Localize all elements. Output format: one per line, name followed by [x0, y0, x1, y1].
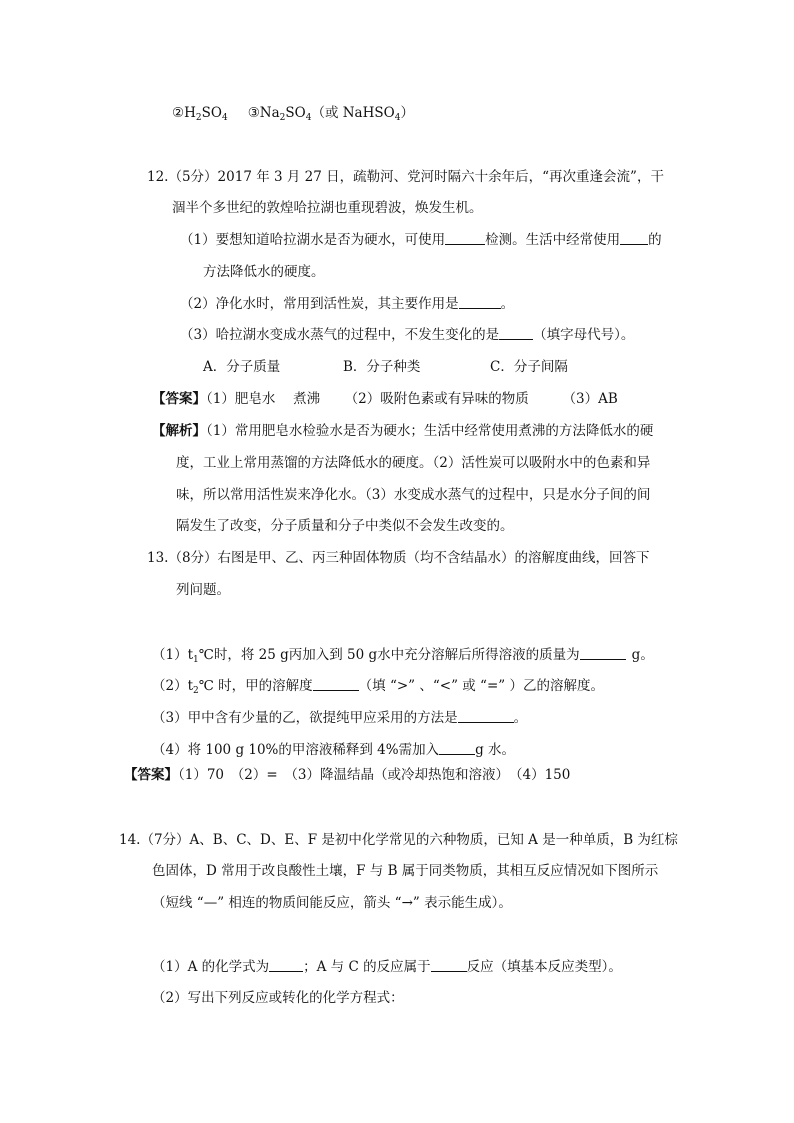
subscript: 1	[193, 655, 199, 665]
q12-part2	[180, 295, 514, 313]
h2so4-prefix: ②H	[172, 105, 196, 121]
formula-line	[172, 104, 414, 127]
answer-blank[interactable]	[439, 741, 475, 755]
q13-part2-text: （2）t	[152, 678, 194, 694]
q14-line1: 14.（7分）A、B、C、D、E、F 是初中化学常见的六种物质，已知 A 是一种单质，B 为红棕	[119, 832, 678, 848]
subscript: 4	[394, 113, 401, 123]
h2so4-suffix: SO	[201, 105, 222, 121]
q13-line2: 列问题。	[176, 582, 230, 598]
answer-blank[interactable]	[620, 231, 648, 245]
q12-analysis-3: 味，所以常用活性炭来净化水。（3）水变成水蒸气的过程中，只是水分子间的间	[176, 487, 651, 503]
q13-part3-end: 。	[513, 710, 528, 726]
q14-part1	[152, 958, 622, 976]
q12-analysis-1	[152, 422, 653, 440]
q14-part1-text: （1）A 的化学式为	[152, 959, 270, 975]
na2so4-close: ）	[400, 105, 414, 121]
q12-part3	[180, 326, 634, 344]
analysis-tag: 【解析】	[152, 423, 206, 439]
q12-option-b: B．分子种类	[343, 359, 421, 375]
answer-blank[interactable]	[499, 326, 533, 340]
answer-blank[interactable]	[431, 958, 467, 972]
answer-blank[interactable]	[580, 646, 626, 660]
q14-line2: 色固体，D 常用于改良酸性土壤，F 与 B 属于同类物质，其相互反应情况如下图所示	[152, 863, 659, 879]
answer-blank[interactable]	[313, 677, 359, 691]
q13-part4	[152, 741, 515, 759]
q13-part4-text: （4）将 100 g 10%的甲溶液稀释到 4%需加入	[152, 742, 440, 758]
q13-part2-text-3: （填 “>” 、“<” 或 “=” ）乙的溶解度。	[358, 678, 604, 694]
q13-part1-text-2: ℃时，将 25 g丙加入到 50 g水中充分溶解后所得溶液的质量为	[198, 647, 580, 663]
q13-part2-text-2: ℃ 时，甲的溶解度	[198, 678, 313, 694]
q12-part1-text-2: 检测。生活中经常使用	[485, 232, 621, 248]
q14-part1-text-3: 反应（填基本反应类型）。	[466, 959, 622, 975]
q13-part3	[152, 709, 527, 727]
q14-part1-text-2: ；A 与 C 的反应属于	[303, 959, 431, 975]
q12-line2: 涸半个多世纪的敦煌哈拉湖也重现碧波，焕发生机。	[172, 200, 483, 216]
q13-part3-text: （3）甲中含有少量的乙，欲提纯甲应采用的方法是	[152, 710, 458, 726]
answer-text: （1）70 （2）= （3）降温结晶（或冷却热饱和溶液） （4）150	[178, 767, 571, 783]
answer-blank[interactable]	[445, 231, 485, 245]
answer-text: （1）肥皂水 煮沸 （2）吸附色素或有异味的物质 （3）AB	[206, 391, 618, 407]
q12-answer	[152, 390, 618, 408]
subscript: 4	[221, 113, 228, 123]
q12-part2-text: （2）净化水时，常用到活性炭，其主要作用是	[180, 296, 459, 312]
q12-option-a: A．分子质量	[203, 359, 281, 375]
q12-option-c: C．分子间隔	[490, 359, 568, 375]
q13-answer	[124, 766, 570, 784]
q12-part2-end: 。	[500, 296, 515, 312]
answer-blank[interactable]	[459, 295, 501, 309]
q13-part1	[152, 646, 654, 669]
answer-blank[interactable]	[458, 709, 514, 723]
subscript: 2	[279, 113, 286, 123]
q12-part3-end: （填字母代号）。	[533, 327, 635, 343]
subscript: 4	[305, 113, 312, 123]
na2so4-mid: SO	[285, 105, 306, 121]
answer-tag: 【答案】	[124, 767, 178, 783]
q14-line3: （短线 “—” 相连的物质间能反应，箭头 “→” 表示能生成）。	[152, 895, 512, 911]
analysis-text: （1）常用肥皂水检验水是否为硬水；生活中经常使用煮沸的方法降低水的硬	[206, 423, 654, 439]
q14-part2: （2）写出下列反应或转化的化学方程式：	[152, 990, 404, 1006]
q13-part2	[152, 677, 604, 700]
q12-part1-text-3: 的	[648, 232, 662, 248]
subscript: 2	[193, 686, 199, 696]
q12-line1: 12.（5分）2017 年 3 月 27 日，疏勒河、党河时隔六十余年后，“再次重逢会流”，干	[147, 169, 664, 185]
subscript: 2	[195, 113, 202, 123]
q12-part1	[180, 231, 662, 249]
answer-blank[interactable]	[269, 958, 303, 972]
q13-line1: 13.（8分）右图是甲、乙、丙三种固体物质（均不含结晶水）的溶解度曲线，回答下	[147, 550, 650, 566]
q13-part4-unit: g 水。	[475, 742, 516, 758]
q12-part3-text: （3）哈拉湖水变成水蒸气的过程中，不发生变化的是	[180, 327, 500, 343]
q12-analysis-2: 度，工业上常用蒸馏的方法降低水的硬度。（2）活性炭可以吸附水中的色素和异	[176, 455, 651, 471]
na2so4-prefix: ③Na	[247, 105, 280, 121]
answer-tag: 【答案】	[152, 391, 206, 407]
q12-analysis-4: 隔发生了改变，分子质量和分子中类似不会发生改变的。	[176, 518, 514, 534]
q12-part1-cont: 方法降低水的硬度。	[203, 264, 325, 280]
na2so4-tail: （或 NaHSO	[311, 105, 395, 121]
q13-part1-text: （1）t	[152, 647, 194, 663]
q12-part1-text: （1）要想知道哈拉湖水是否为硬水，可使用	[180, 232, 446, 248]
q13-part1-unit: g。	[631, 647, 654, 663]
